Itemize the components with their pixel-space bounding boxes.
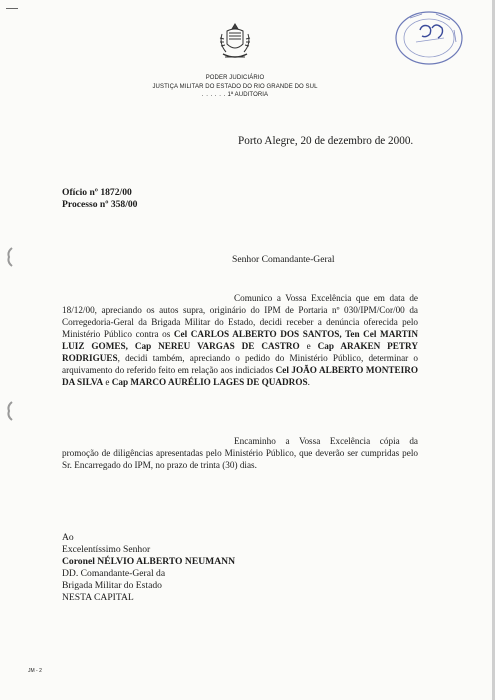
reference-block [62,187,137,211]
para1-text-4: e [103,377,112,387]
para1-defendants: Cel CARLOS ALBERTO DOS SANTOS, Ten Cel MARTIN LUIZ GOMES, Cap NEREU VARGAS DE CASTRO [62,329,418,351]
address-line-2: Excelentíssimo Senhor [62,544,151,555]
processo-number: Processo nº 358/00 [62,199,138,210]
para1-archived-marco: Cap MARCO AURÉLIO LAGES DE QUADROS [111,377,308,387]
punch-hole-icon [5,246,17,268]
received-stamp-icon [392,8,466,68]
letterhead-line-1: PODER JUDICIÁRIO [205,75,265,81]
para1-text-1: Comunico a Vossa Excelência que em data de 18/12/00, apreciando os autos supra, originário do IPM de Portaria nº 030/IPM/Cor/00 da Corregedoria-Geral da Brigada Militar do Estado, decidi receber a denúncia oferecida pelo Ministério Público contra os [62,293,418,339]
letterhead-line-2: JUSTIÇA MILITAR DO ESTADO DO RIO GRANDE DO SUL [152,83,318,90]
body-paragraph-1 [62,292,418,388]
address-line-6: NESTA CAPITAL [62,592,134,603]
body-paragraph-2: Encaminho a Vossa Excelência cópia da promoção de diligências apresentadas pelo Ministério Público, que deverão ser cumpridas pelo Sr. Encarregado do IPM, no prazo de trinta (30) dias. [62,436,418,470]
letterhead-dots: . . . . . . [201,92,226,98]
oficio-number: Ofício nº 1872/00 [62,187,132,198]
recipient-address [62,532,235,604]
letterhead [150,74,320,100]
letter-date: Porto Alegre, 20 de dezembro de 2000. [238,135,414,147]
punch-hole-icon [5,400,17,422]
para1-archived-joao: Cel JOÃO ALBERTO MONTEIRO DA SILVA [62,365,418,387]
para1-text-2: e [299,341,318,351]
address-line-5: Brigada Militar do Estado [62,580,162,591]
auditoria-number: 1 [227,92,231,98]
scan-mark [6,8,18,9]
recipient-name: Coronel NÉLVIO ALBERTO NEUMANN [62,556,235,567]
address-line-4: DD. Comandante-Geral da [62,568,166,579]
para1-text-5: . [307,377,310,387]
letterhead-line-3 [150,91,320,100]
address-line-1: Ao [62,532,74,543]
para1-text-3: , decidi também, apreciando o pedido do Ministério Público, determinar o arquivamento do referido feito em relação aos indiciados [62,353,418,375]
form-code: JM - 2 [28,668,42,674]
coat-of-arms-icon [217,22,253,62]
para1-defendant-araken: Cap ARAKEN PETRY RODRIGUES [62,341,418,363]
auditoria-label: ª AUDITORIA [230,92,269,98]
salutation: Senhor Comandante-Geral [232,254,335,265]
